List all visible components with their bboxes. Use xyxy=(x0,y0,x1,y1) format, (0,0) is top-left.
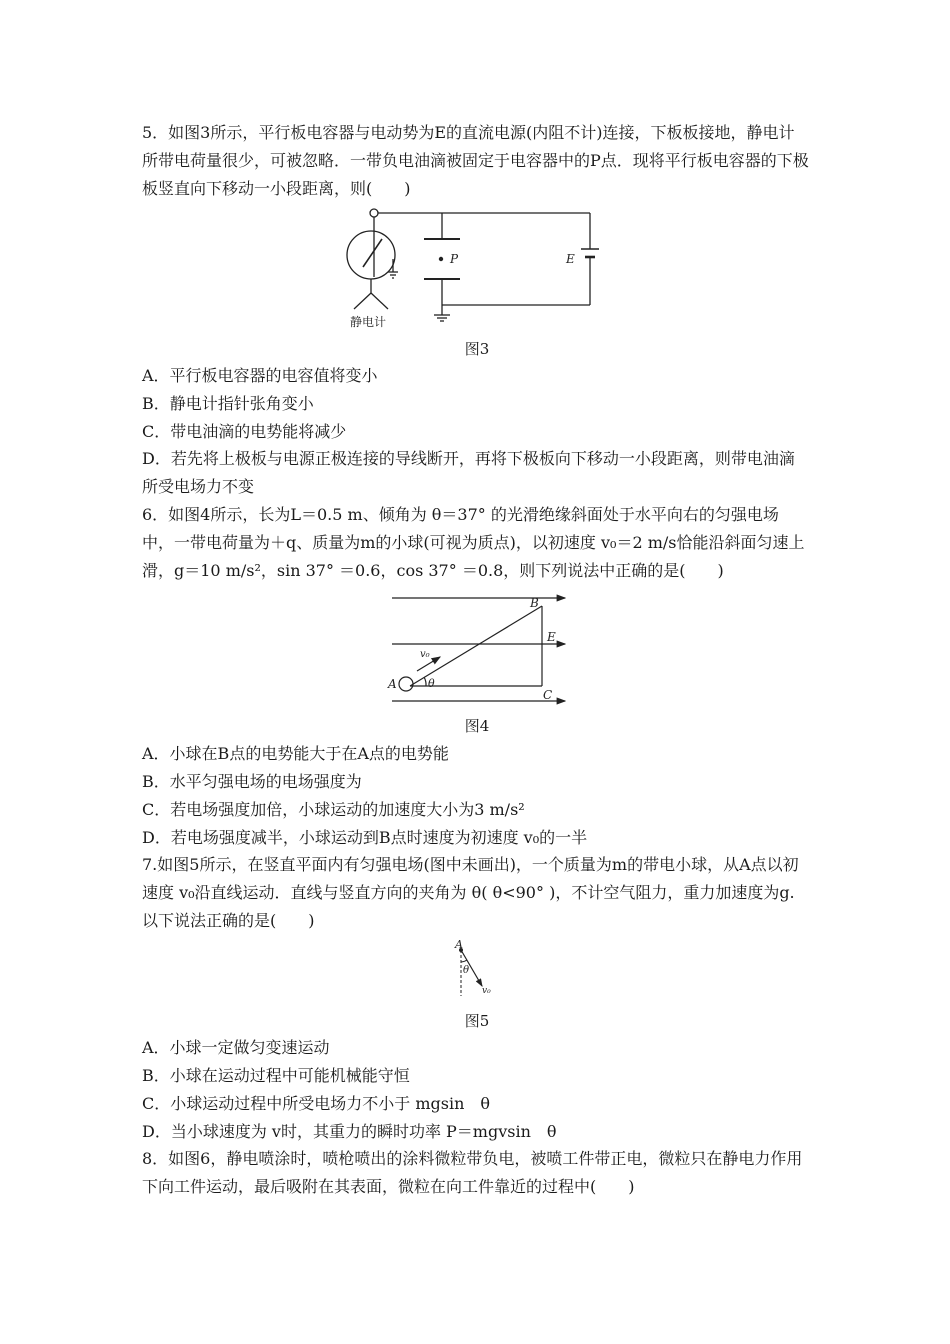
q5-option-d: D．若先将上极板与电源正极连接的导线断开，再将下极板向下移动一小段距离，则带电油滴所受电场力不变 xyxy=(142,449,795,496)
q7-option-d: D．当小球速度为 v时，其重力的瞬时功率 P＝mgvsin θ xyxy=(142,1122,557,1141)
incline-surface xyxy=(410,606,542,686)
q7-option-b: B．小球在运动过程中可能机械能守恒 xyxy=(142,1066,410,1085)
figure-5-caption: 图5 xyxy=(464,1012,490,1030)
label-electroscope: 静电计 xyxy=(350,315,387,329)
figure-4-incline xyxy=(380,590,580,710)
q7-option-c: C．小球运动过程中所受电场力不小于 mgsin θ xyxy=(142,1094,491,1113)
label-p: P xyxy=(450,252,459,266)
q6-option-b: B．水平匀强电场的电场强度为 xyxy=(142,772,362,791)
figure-3-caption: 图3 xyxy=(464,340,490,358)
label-a: A xyxy=(388,677,397,691)
electroscope-needle xyxy=(363,239,382,267)
q5-option-c: C．带电油滴的电势能将减少 xyxy=(142,422,347,441)
q6-option-c: C．若电场强度加倍，小球运动的加速度大小为3 m/s² xyxy=(142,800,525,819)
figure-5-trajectory xyxy=(448,938,508,1003)
q6-option-a: A．小球在B点的电势能大于在A点的电势能 xyxy=(142,744,449,763)
label-e: E xyxy=(566,252,575,266)
oil-drop-point xyxy=(439,257,443,261)
q6-option-d: D．若电场强度减半，小球运动到B点时速度为初速度 v₀的一半 xyxy=(142,828,588,847)
q5-option-a: A．平行板电容器的电容值将变小 xyxy=(142,366,378,385)
label-theta: θ xyxy=(463,965,470,976)
label-v0: v₀ xyxy=(482,986,491,996)
q5-stem: 5．如图3所示，平行板电容器与电动势为E的直流电源(内阻不计)连接，下板板接地，静电计所带电荷量很少，可被忽略．一带负电油滴被固定于电容器中的P点．现将平行板电容器的下极板竖直向下移动一小段距离，则( ) xyxy=(142,123,809,198)
label-b: B xyxy=(530,596,539,610)
q8-stem: 8．如图6，静电喷涂时，喷枪喷出的涂料微粒带负电，被喷工件带正电，微粒只在静电力作用下向工件运动，最后吸附在其表面，微粒在向工件靠近的过程中( ) xyxy=(142,1149,803,1196)
ball xyxy=(399,677,413,691)
figure-3-circuit xyxy=(340,205,610,335)
label-v0: v₀ xyxy=(420,649,430,660)
figure-4-caption: 图4 xyxy=(464,717,490,735)
electroscope xyxy=(347,209,398,309)
q7-option-a: A．小球一定做匀变速运动 xyxy=(142,1038,330,1057)
q7-stem: 7.如图5所示，在竖直平面内有匀强电场(图中未画出)，一个质量为m的带电小球，从A点以初速度 v₀沿直线运动．直线与竖直方向的夹角为 θ( θ<90° )，不计空气阻力，重力加速度为g.以下说法正确的是( ) xyxy=(142,855,799,930)
label-a: A xyxy=(455,938,463,951)
q6-stem: 6．如图4所示，长为L＝0.5 m、倾角为 θ＝37° 的光滑绝缘斜面处于水平向右的匀强电场中，一带电荷量为＋q、质量为m的小球(可视为质点)，以初速度 v₀＝2 m/s恰能沿斜面匀速上滑，g＝10 m/s²，sin 37° ＝0.6，cos 37° ＝0.8，则下列说法中正确的是( ) xyxy=(142,505,805,580)
label-e: E xyxy=(547,630,556,644)
label-c: C xyxy=(543,688,553,702)
capacitor-circuit xyxy=(378,213,599,321)
q5-option-b: B．静电计指针张角变小 xyxy=(142,394,314,413)
label-theta: θ xyxy=(428,677,435,690)
